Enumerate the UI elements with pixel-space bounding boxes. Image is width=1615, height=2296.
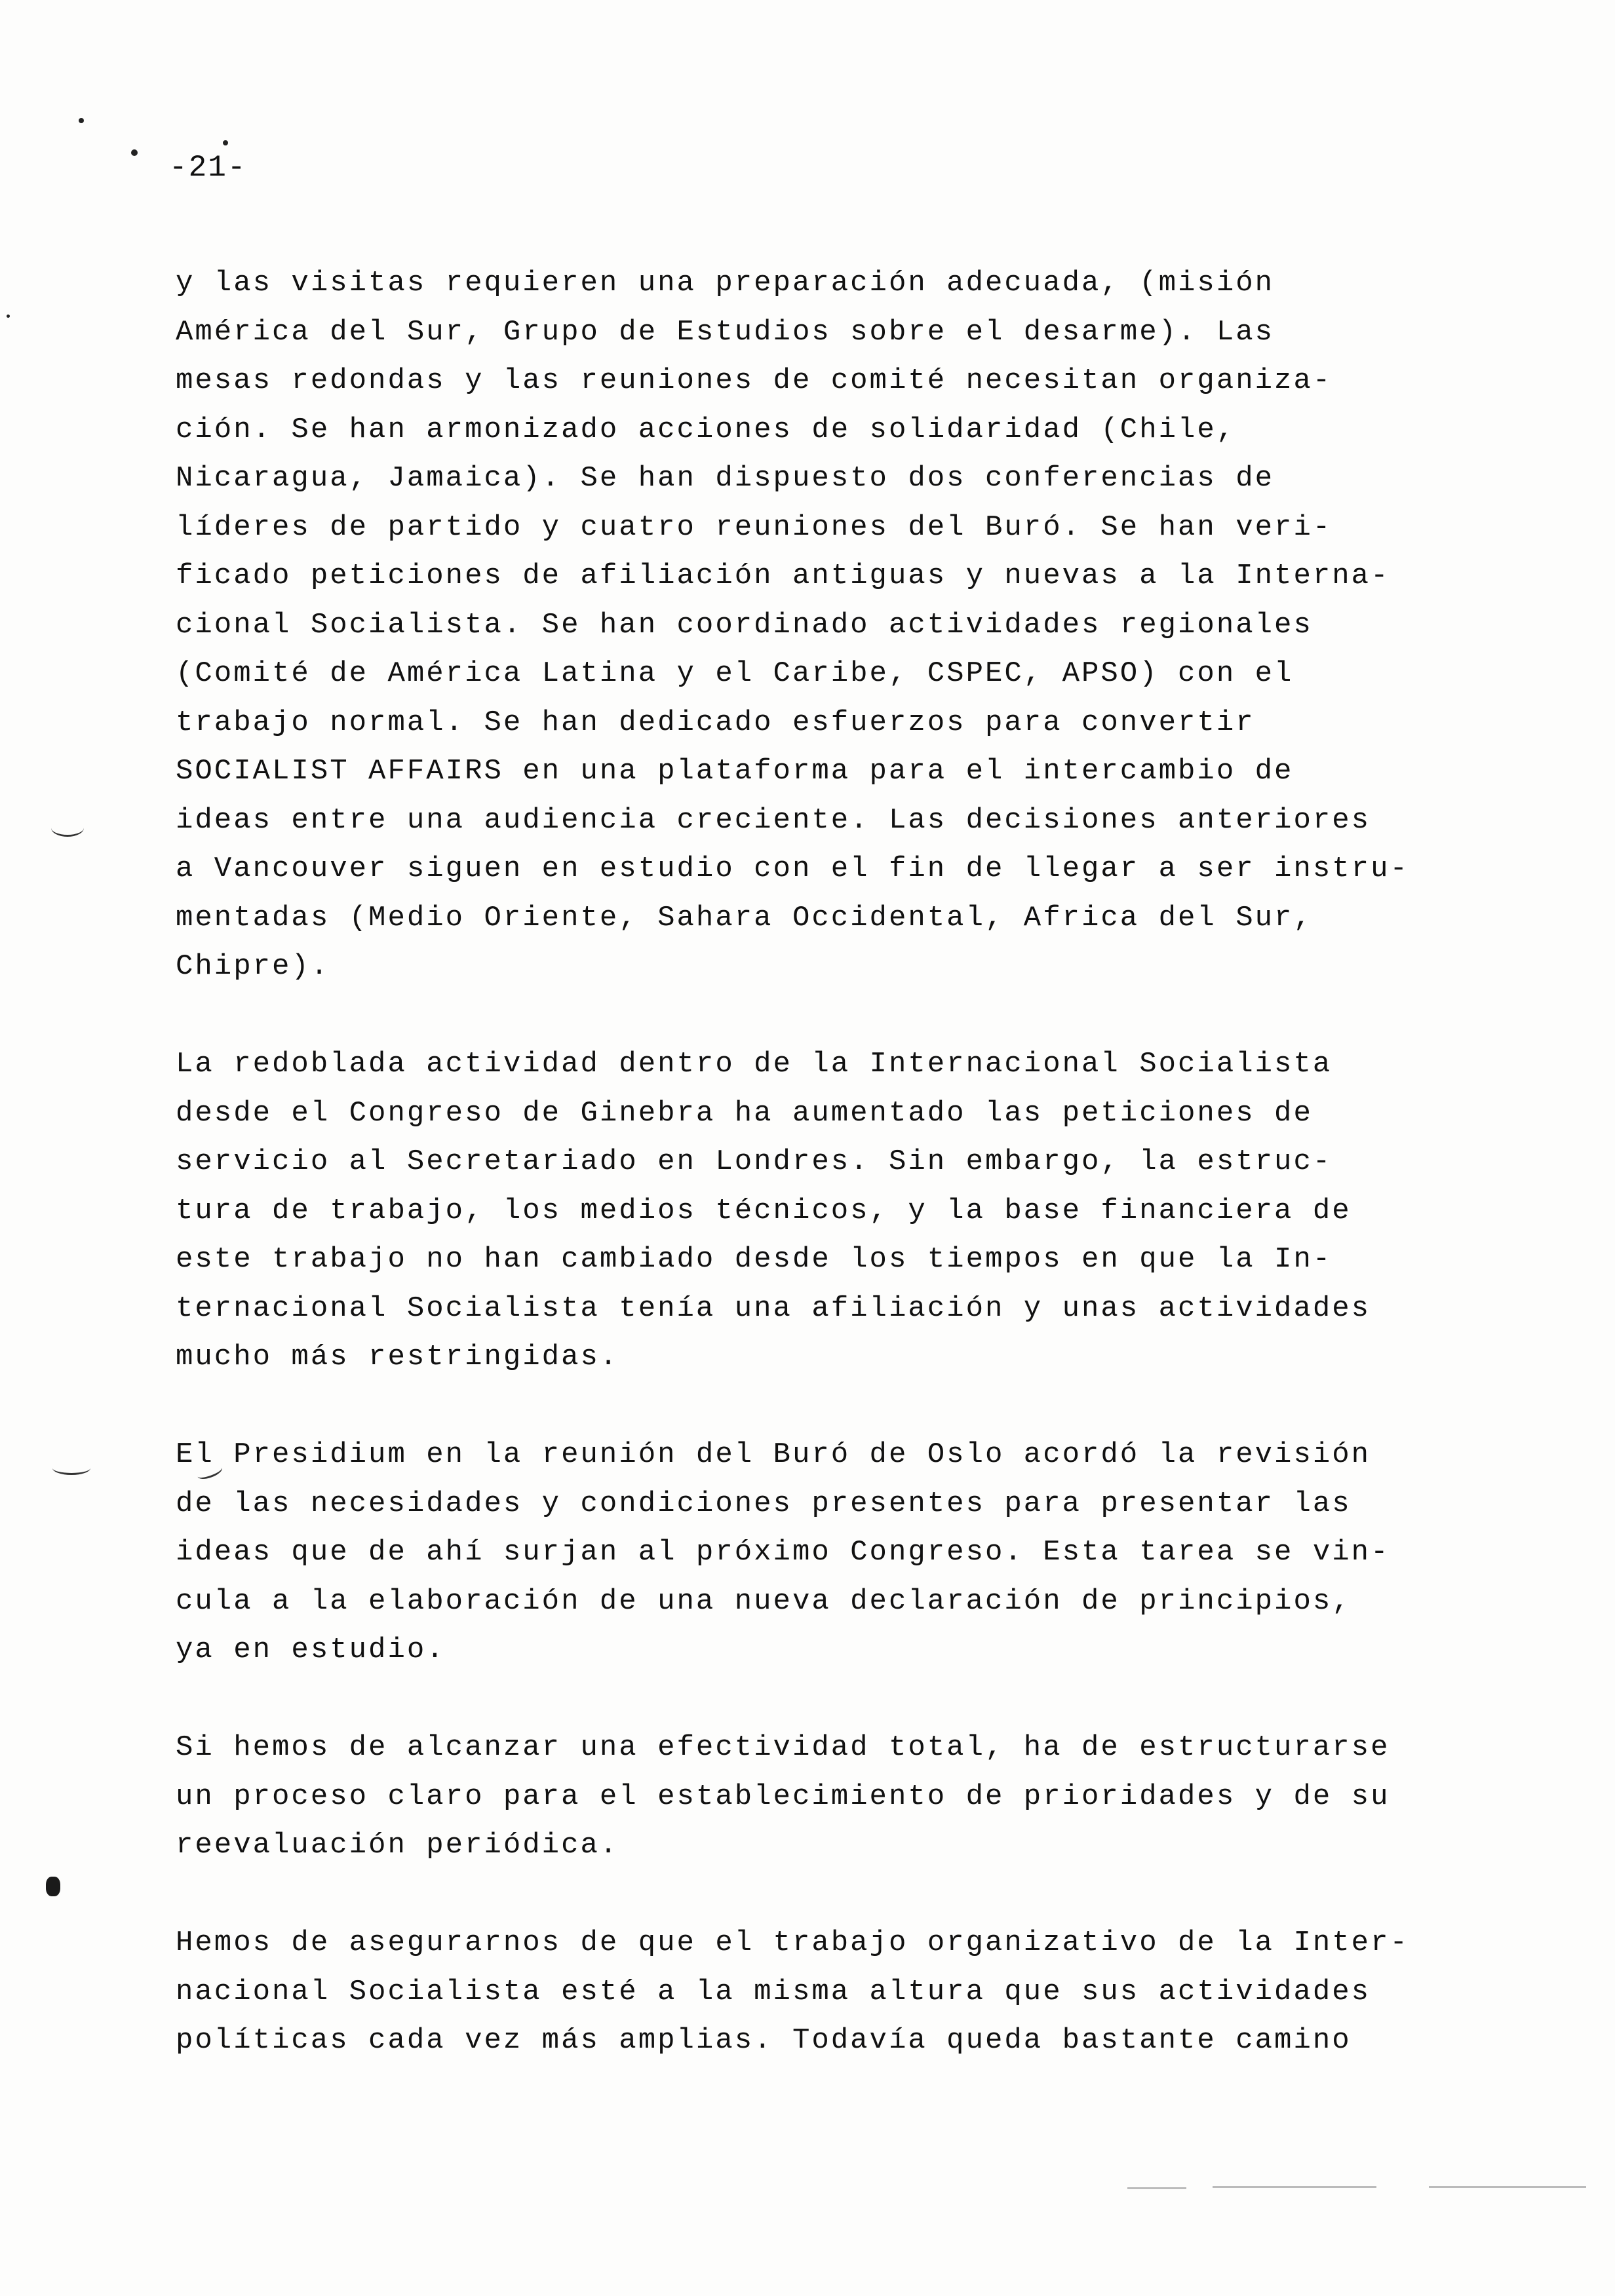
binding-hole-mark <box>46 1877 60 1896</box>
document-body <box>176 259 1447 2065</box>
margin-mark <box>52 1461 90 1475</box>
paragraph-presidium: El Presidium en la reunión del Buró de Oslo acordó la revisión de las necesidades y condiciones presentes para presentar las ideas que de ahí surjan al próximo Congreso. Esta tarea se vin- cula a la elaboración de una nueva declaración de principios, ya en estudio. <box>176 1438 1390 1666</box>
scan-noise <box>1429 2186 1586 2188</box>
scan-noise <box>1127 2187 1186 2189</box>
paragraph-organizational-work: Hemos de asegurarnos de que el trabajo organizativo de la Inter- nacional Socialista esté a la misma altura que sus actividades políticas cada vez más amplias. Todavía queda bastante camino <box>176 1926 1409 2057</box>
paragraph-secretariat: La redoblada actividad dentro de la Internacional Socialista desde el Congreso de Ginebra ha aumentado las peticiones de servicio al Secretariado en Londres. Sin embargo, la estruc- tura de trabajo, los medios técnicos, y la base financiera de este trabajo no han cambiado desde los tiempos en que la In- ternacional Socialista tenía una afiliación y unas actividades mucho más restringidas. <box>176 1048 1371 1373</box>
scan-dot <box>223 140 228 145</box>
margin-mark <box>51 819 84 837</box>
paragraph-priorities: Si hemos de alcanzar una efectividad total, ha de estructurarse un proceso claro para el establecimiento de prioridades y de su reevaluación periódica. <box>176 1731 1390 1862</box>
scan-dot <box>7 315 10 318</box>
page-number: -21- <box>169 151 247 185</box>
scan-noise <box>1213 2186 1376 2188</box>
scan-dot <box>131 149 138 156</box>
scan-dot <box>79 118 84 123</box>
paragraph-activities: y las visitas requieren una preparación adecuada, (misión América del Sur, Grupo de Estudios sobre el desarme). Las mesas redondas y las reuniones de comité necesitan organiza- ción. Se han armonizado acciones de solidaridad (Chile, Nicaragua, Jamaica). Se han dispuesto dos conferencias de líderes de partido y cuatro reuniones del Buró. Se han veri- ficado peticiones de afiliación antiguas y nuevas a la Interna- cional Socialista. Se han coordinado actividades regionales (Comité de América Latina y el Caribe, CSPEC, APSO) con el trabajo normal. Se han dedicado esfuerzos para convertir SOCIALIST AFFAIRS en una plataforma para el intercambio de ideas entre una audiencia creciente. Las decisiones anteriores a Vancouver siguen en estudio con el fin de llegar a ser instru- mentadas (Medio Oriente, Sahara Occidental, Africa del Sur, Chipre). <box>176 267 1409 983</box>
